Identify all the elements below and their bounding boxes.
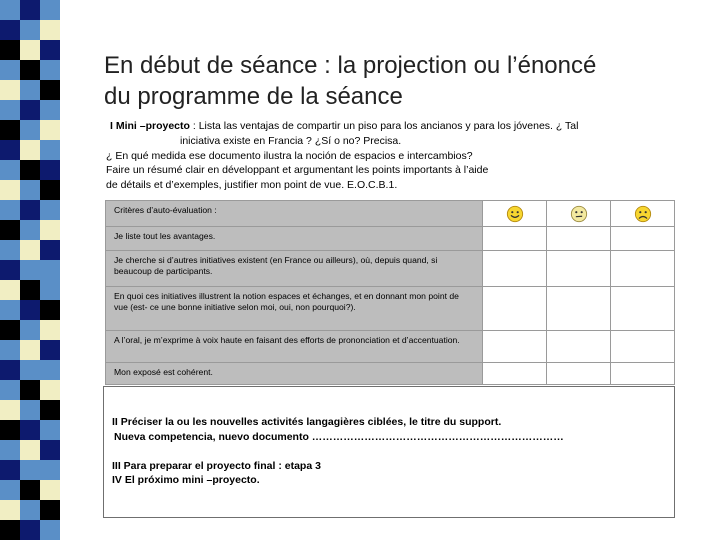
table-row	[106, 287, 675, 331]
slide-title-line-2: du programme de la séance	[104, 83, 403, 110]
happy-column-header	[483, 201, 547, 227]
instruction-line-4: Faire un résumé clair en développant et argumentant les points importants à l’aide	[106, 164, 489, 177]
sad-column-header	[611, 201, 675, 227]
table-row	[106, 251, 675, 287]
table-row	[106, 227, 675, 251]
table-header-row	[106, 201, 675, 227]
slide-title-line-1: En début de séance : la projection ou l’énoncé	[104, 52, 597, 79]
instruction-line-1	[106, 119, 706, 134]
slide-title	[104, 50, 704, 112]
next-steps-line-1: II Préciser la ou les nouvelles activités langagières ciblées, le titre du support.	[112, 416, 502, 428]
next-steps-box	[103, 386, 675, 518]
rating-cell-sad	[611, 251, 675, 287]
rating-cell-happy	[483, 331, 547, 363]
rating-cell-neutral	[547, 331, 611, 363]
instruction-line-3: ¿ En qué medida ese documento ilustra la noción de espacios e intercambios?	[106, 149, 473, 162]
criterion-text: Je cherche si d’autres initiatives existent (en France ou ailleurs), où, depuis quand, si beaucoup de participants.	[106, 251, 483, 287]
next-steps-line-4: IV El próximo mini –proyecto.	[112, 474, 260, 486]
instruction-line-2: iniciativa existe en Francia ? ¿Sí o no? Precisa.	[180, 134, 402, 147]
instruction-line-5: de détails et d’exemples, justifier mon point de vue. E.O.C.B.1.	[106, 179, 398, 192]
mini-project-instructions	[106, 119, 706, 193]
criterion-text: Mon exposé est cohérent.	[106, 363, 483, 385]
rating-cell-sad	[611, 363, 675, 385]
criterion-text: Je liste tout les avantages.	[106, 227, 483, 251]
rating-cell-sad	[611, 227, 675, 251]
decorative-stripe	[0, 0, 62, 540]
rating-cell-happy	[483, 287, 547, 331]
sad-face-icon	[634, 205, 652, 223]
rating-cell-neutral	[547, 363, 611, 385]
rating-cell-neutral	[547, 227, 611, 251]
neutral-column-header	[547, 201, 611, 227]
next-steps-line-2: Nueva competencia, nuevo documento ………………………………………………………………	[114, 431, 564, 443]
rating-cell-happy	[483, 227, 547, 251]
criterion-text: En quoi ces initiatives illustrent la notion espaces et échanges, et en donnant mon point de vue (est- ce une bonne initiative selon moi, oui, non pourquoi?).	[106, 287, 483, 331]
instruction-line-1-text: : Lista las ventajas de compartir un piso para los ancianos y para los jóvenes. ¿ Tal	[189, 120, 579, 132]
mini-project-label: I Mini –proyecto	[110, 120, 190, 132]
criterion-text: A l’oral, je m’exprime à voix haute en faisant des efforts de prononciation et d’accentuation.	[106, 331, 483, 363]
rating-cell-sad	[611, 331, 675, 363]
rating-cell-neutral	[547, 287, 611, 331]
criteria-header: Critères d’auto-évaluation :	[106, 201, 483, 227]
happy-face-icon	[506, 205, 524, 223]
next-steps-line-3: III Para preparar el proyecto final : etapa 3	[112, 460, 321, 472]
table-row	[106, 331, 675, 363]
rating-cell-sad	[611, 287, 675, 331]
rating-cell-happy	[483, 251, 547, 287]
self-evaluation-table	[105, 200, 675, 385]
table-row	[106, 363, 675, 385]
neutral-face-icon	[570, 205, 588, 223]
rating-cell-happy	[483, 363, 547, 385]
rating-cell-neutral	[547, 251, 611, 287]
